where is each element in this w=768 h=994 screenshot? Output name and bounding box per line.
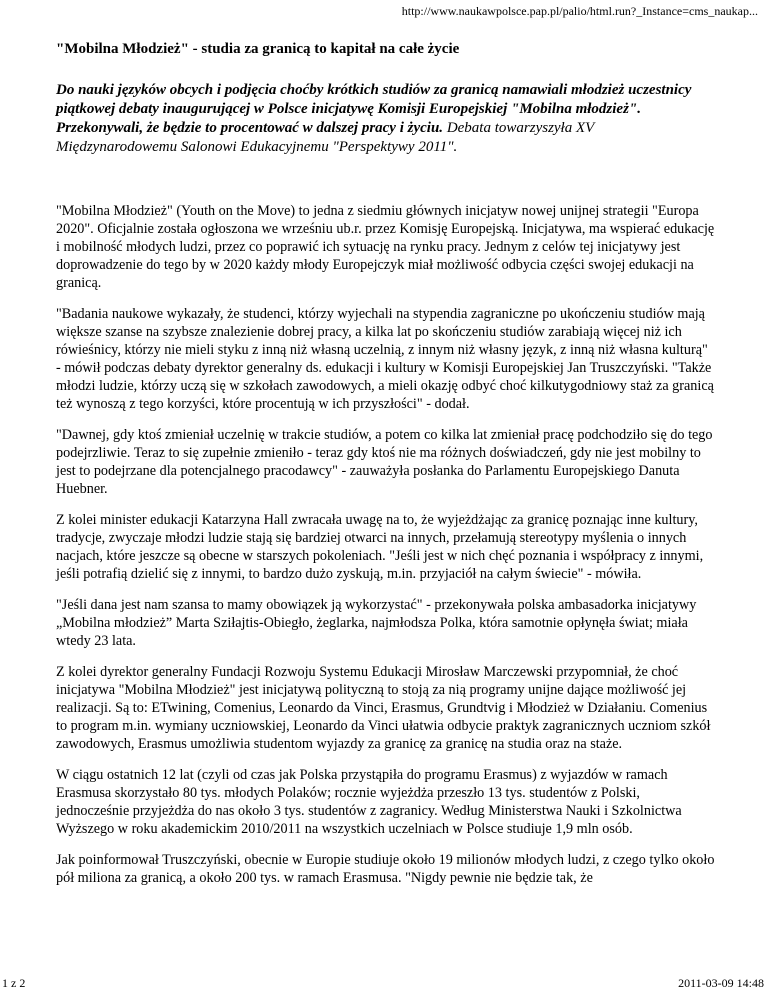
article-paragraph: "Badania naukowe wykazały, że studenci, którzy wyjechali na stypendia zagraniczne po ukończeniu studiów mają większe szanse na szybsze znalezienie dobrej pracy, a kilka lat po skończeniu studiów zarabiają więcej niż ich rówieśnicy, którzy nie mieli styku z inną niż własną uczelnią, z innym niż własny język, z inną niż własna kulturą" - mówił podczas debaty dyrektor generalny ds. edukacji i kultury w Komisji Europejskiej Jan Truszczyński. "Także młodzi ludzie, którzy uczą się w szkołach zawodowych, a mieli okazję odbyć choć kilkutygodniowy staż za granicą też wynoszą z tego korzyści, które procentują w ich przyszłości" - dodał.: [56, 306, 714, 412]
article-paragraph: W ciągu ostatnich 12 lat (czyli od czas jak Polska przystąpiła do programu Erasmus) z wyjazdów w ramach Erasmusa skorzystało 80 tys. młodych Polaków; rocznie wyjeżdża przeszło 13 tys. studentów z Polski, jednocześnie przyjeżdża do nas około 3 tys. studentów z zagranicy. Według Ministerstwa Nauki i Szkolnictwa Wyższego w roku akademickim 2010/2011 na wszystkich uczelniach w Polsce studiuje 1,9 mln osób.: [56, 767, 682, 837]
article-title: "Mobilna Młodzież" - studia za granicą to kapitał na całe życie: [56, 41, 460, 57]
article-paragraph: Jak poinformował Truszczyński, obecnie w Europie studiuje około 19 milionów młodych ludzi, z czego tylko około pół miliona za granicą, a około 200 tys. w ramach Erasmusa. "Nigdy pewnie nie będzie tak, że: [56, 852, 715, 886]
print-footer-page: 1 z 2: [2, 976, 26, 990]
article-paragraph: Z kolei dyrektor generalny Fundacji Rozwoju Systemu Edukacji Mirosław Marczewski przypomniał, że choć inicjatywa "Mobilna Młodzież" jest inicjatywą polityczną to stoją za nią programy unijne dające możliwość jej realizacji. Są to: ETwining, Comenius, Leonardo da Vinci, Erasmus, Grundtvig i Młodzież w Działaniu. Comenius to program m.in. wymiany uczniowskiej, Leonardo da Vinci ułatwia odbycie praktyk zagranicznych uczniom szkół zawodowych, Erasmus umożliwia studentom wyjazdy za granicę za granicę na studia oraz na staże.: [56, 664, 711, 752]
article-paragraph: "Mobilna Młodzież" (Youth on the Move) to jedna z siedmiu głównych inicjatyw nowej unijnej strategii "Europa 2020". Oficjalnie została ogłoszona we wrześniu ub.r. przez Komisję Europejską. Inicjatywa, ma wspierać edukację i mobilność młodych ludzi, przez co poprawić ich sytuację na rynku pracy. Jednym z celów tej inicjatywy jest doprowadzenie do tego by w 2020 każdy młody Europejczyk miał możliwość odbycia części swojej edukacji na granicą.: [56, 203, 715, 291]
article-lead: [56, 81, 716, 157]
lead-bold-text: Do nauki języków obcych i podjęcia choćby krótkich studiów za granicą namawiali młodzież uczestnicy piątkowej debaty inaugurującej w Polsce inicjatywę Komisji Europejskiej "Mobilna młodzież". Przekonywali, że będzie to procentować w dalszej pracy i życiu.: [56, 82, 692, 136]
print-header-url: http://www.naukawpolsce.pap.pl/palio/html.run?_Instance=cms_naukap...: [401, 4, 758, 18]
article-paragraph: Z kolei minister edukacji Katarzyna Hall zwracała uwagę na to, że wyjeżdżając za granicę poznając inne kultury, tradycje, zwyczaje młodzi ludzie stają się bardziej otwarci na innych, przełamują stereotypy myślenia o innych nacjach, które jeszcze są obecne w starszych pokoleniach. "Jeśli jest w nich chęć poznania i współpracy z innymi, jeśli potrafią dzielić się z innymi, to bardzo dużo zyskują, m.in. przyjaciół na całym świecie" - mówiła.: [56, 512, 704, 582]
article: [56, 40, 716, 900]
article-paragraph: "Dawnej, gdy ktoś zmieniał uczelnię w trakcie studiów, a potem co kilka lat zmieniał pracę podchodziło się do tego podejrzliwie. Teraz to się zupełnie zmieniło - teraz gdy ktoś nie ma różnych doświadczeń, gdy nie jest mobilny to jest to podejrzane dla potencjalnego pracodawcy" - zauważyła posłanka do Parlamentu Europejskiego Danuta Huebner.: [56, 427, 713, 497]
article-paragraph: "Jeśli dana jest nam szansa to mamy obowiązek ją wykorzystać" - przekonywała polska ambasadorka inicjatywy „Mobilna młodzież” Marta Sziłajtis-Obiegło, żeglarka, najmłodsza Polka, która samotnie opłynęła świat; miała wtedy 23 lata.: [56, 597, 697, 649]
lead-italic-text: Debata towarzyszyła XV Międzynarodowemu Salonowi Edukacyjnemu "Perspektywy 2011".: [56, 120, 595, 155]
print-footer-datetime: 2011-03-09 14:48: [678, 976, 764, 990]
